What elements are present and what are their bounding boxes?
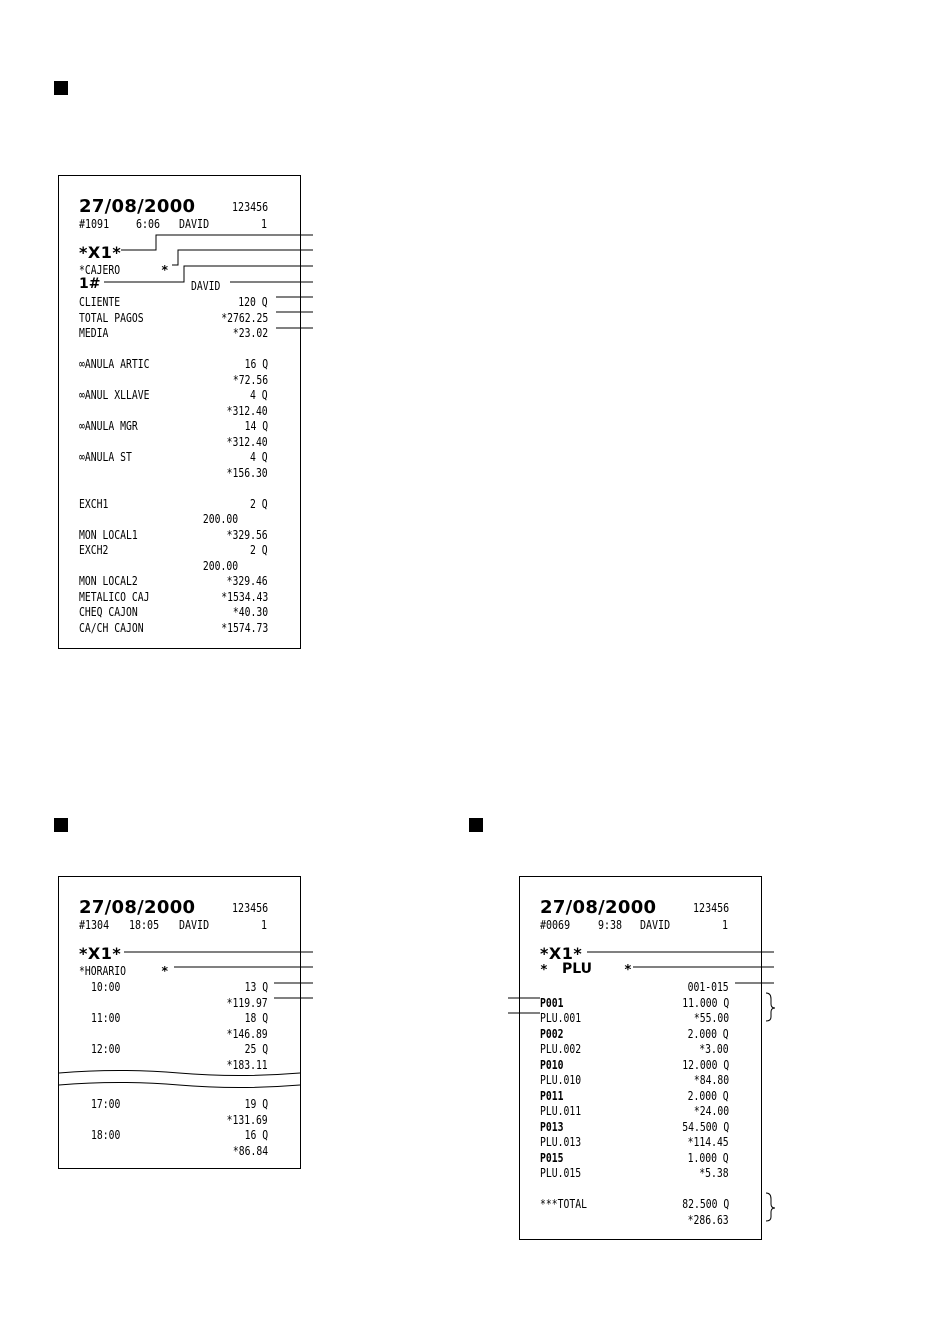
hour-amount: *131.69 bbox=[226, 1111, 268, 1127]
receipt-time: 6:06 bbox=[136, 216, 161, 231]
exch-label: EXCH2 bbox=[79, 542, 109, 557]
receipt-line bbox=[79, 1026, 268, 1042]
report-title: *X1* bbox=[540, 944, 583, 963]
receipt-line bbox=[540, 1041, 729, 1057]
receipt-line bbox=[540, 995, 729, 1011]
hour-count: 19 Q bbox=[244, 1096, 268, 1111]
receipt-line bbox=[79, 604, 268, 620]
receipt-line bbox=[540, 1150, 729, 1166]
receipt-line bbox=[79, 573, 268, 589]
receipt-line bbox=[79, 496, 268, 512]
clerk-name: DAVID bbox=[179, 917, 210, 932]
exch-label: MON LOCAL1 bbox=[79, 526, 138, 542]
cajero-star: * bbox=[161, 262, 169, 277]
plu-code: P015 bbox=[540, 1149, 564, 1165]
plu-name: PLU.010 bbox=[540, 1072, 582, 1087]
receipt-line bbox=[540, 1134, 729, 1150]
hour-count: 13 Q bbox=[244, 979, 268, 994]
plu-star-right: * bbox=[624, 963, 632, 978]
receipt-date: 27/08/2000 bbox=[540, 897, 657, 918]
exch-label: CA/CH CAJON bbox=[79, 619, 144, 635]
hour-label: 11:00 bbox=[91, 1010, 121, 1025]
void-amount: *312.40 bbox=[226, 433, 268, 449]
void-count: 14 Q bbox=[244, 418, 268, 433]
plu-name: PLU.002 bbox=[540, 1041, 582, 1056]
clerk-name: DAVID bbox=[179, 216, 210, 231]
plu-amount: *5.38 bbox=[699, 1165, 729, 1180]
paper-tear bbox=[59, 1067, 300, 1091]
plu-code: P001 bbox=[540, 994, 564, 1010]
receipt-line bbox=[79, 995, 268, 1011]
horario-star: * bbox=[161, 963, 169, 978]
receipt-line bbox=[540, 1088, 729, 1104]
plu-name: PLU.001 bbox=[540, 1010, 582, 1025]
plu-qty: 54.500 Q bbox=[682, 1118, 729, 1134]
receipt-line bbox=[540, 1057, 729, 1073]
consecutive-number: #0069 bbox=[540, 917, 571, 932]
plu-amount: *3.00 bbox=[699, 1041, 729, 1056]
plu-range: 001-015 bbox=[687, 979, 729, 994]
receipt-line bbox=[79, 449, 268, 465]
receipt-number: 123456 bbox=[231, 199, 268, 214]
receipt-line bbox=[79, 465, 268, 481]
plu-qty: 2.000 Q bbox=[687, 1087, 729, 1103]
receipt-line bbox=[79, 1041, 268, 1057]
plu-qty: 2.000 Q bbox=[687, 1025, 729, 1041]
exch-label: METALICO CAJ bbox=[79, 588, 150, 604]
plu-qty: 11.000 Q bbox=[682, 994, 729, 1010]
receipt-line bbox=[79, 620, 268, 636]
hour-count: 18 Q bbox=[244, 1010, 268, 1025]
report-title: *X1* bbox=[79, 243, 122, 262]
receipt-line bbox=[79, 310, 268, 326]
void-label: ∞ANULA MGR bbox=[79, 418, 138, 433]
void-label: ∞ANULA ST bbox=[79, 449, 132, 464]
plu-code: P011 bbox=[540, 1087, 564, 1103]
plu-qty: 12.000 Q bbox=[682, 1056, 729, 1072]
void-label: ∞ANULA ARTIC bbox=[79, 356, 150, 371]
receipt-number: 123456 bbox=[692, 900, 729, 915]
clerk-name: DAVID bbox=[640, 917, 671, 932]
plu-code: P002 bbox=[540, 1025, 564, 1041]
machine-number: 1 bbox=[261, 917, 268, 932]
exch-value: *329.56 bbox=[226, 526, 268, 542]
receipt-line bbox=[79, 387, 268, 403]
receipt-line bbox=[79, 356, 268, 372]
total-qty: 82.500 Q bbox=[682, 1196, 729, 1211]
row-label: CLIENTE bbox=[79, 294, 121, 309]
receipt-horario bbox=[58, 876, 301, 1169]
receipt-line bbox=[540, 1119, 729, 1135]
exch-value: 200.00 bbox=[202, 511, 238, 526]
hour-label: 12:00 bbox=[91, 1041, 121, 1056]
cajero-label: *CAJERO bbox=[79, 262, 121, 277]
receipt-line bbox=[540, 1026, 729, 1042]
receipt-line bbox=[79, 979, 268, 995]
exch-label: MON LOCAL2 bbox=[79, 573, 138, 588]
consecutive-number: #1091 bbox=[79, 216, 110, 231]
receipt-plu bbox=[519, 876, 762, 1240]
exch-value: 2 Q bbox=[250, 495, 268, 511]
section-marker-3 bbox=[469, 818, 483, 832]
total-amount: *286.63 bbox=[687, 1211, 729, 1227]
receipt-line bbox=[540, 1072, 729, 1088]
receipt-line bbox=[79, 1127, 268, 1143]
machine-number: 1 bbox=[261, 216, 268, 231]
plu-star-left: * bbox=[540, 963, 548, 978]
receipt-time: 18:05 bbox=[129, 917, 160, 932]
receipt-line bbox=[79, 542, 268, 558]
plu-amount: *114.45 bbox=[687, 1134, 729, 1149]
row-label: MEDIA bbox=[79, 325, 109, 340]
exch-value: *1574.73 bbox=[221, 619, 268, 635]
receipt-line bbox=[79, 511, 268, 527]
receipt-line bbox=[79, 589, 268, 605]
total-label: ***TOTAL bbox=[540, 1196, 587, 1211]
hour-amount: *86.84 bbox=[232, 1142, 268, 1158]
row-value: 120 Q bbox=[238, 294, 268, 309]
section-marker-1 bbox=[54, 81, 68, 95]
hour-label: 17:00 bbox=[91, 1096, 121, 1111]
exch-value: *1534.43 bbox=[221, 588, 268, 604]
plu-amount: *84.80 bbox=[693, 1072, 729, 1087]
exch-value: 200.00 bbox=[202, 557, 238, 573]
receipt-line bbox=[540, 1103, 729, 1119]
receipt-line bbox=[79, 418, 268, 434]
plu-label: PLU bbox=[562, 961, 593, 977]
hour-label: 18:00 bbox=[91, 1127, 121, 1142]
clerk-code: 1# bbox=[79, 276, 101, 292]
void-count: 4 Q bbox=[250, 387, 268, 402]
receipt-line bbox=[79, 1112, 268, 1128]
plu-code: P013 bbox=[540, 1118, 564, 1134]
machine-number: 1 bbox=[722, 917, 729, 932]
hour-amount: *146.89 bbox=[226, 1025, 268, 1041]
plu-name: PLU.015 bbox=[540, 1165, 582, 1180]
void-count: 16 Q bbox=[244, 356, 268, 371]
receipt-line bbox=[540, 1010, 729, 1026]
plu-name: PLU.013 bbox=[540, 1134, 582, 1149]
exch-value: *329.46 bbox=[226, 573, 268, 588]
receipt-date: 27/08/2000 bbox=[79, 897, 196, 918]
plu-amount: *55.00 bbox=[693, 1010, 729, 1025]
plu-code: P010 bbox=[540, 1056, 564, 1072]
receipt-cajero bbox=[58, 175, 301, 649]
horario-label: *HORARIO bbox=[79, 963, 126, 978]
report-title: *X1* bbox=[79, 944, 122, 963]
receipt-number: 123456 bbox=[231, 900, 268, 915]
section-marker-2 bbox=[54, 818, 68, 832]
plu-name: PLU.011 bbox=[540, 1103, 582, 1118]
receipt-line bbox=[79, 434, 268, 450]
plu-qty: 1.000 Q bbox=[687, 1149, 729, 1165]
void-amount: *156.30 bbox=[226, 464, 268, 480]
hour-amount: *183.11 bbox=[226, 1056, 268, 1072]
exch-label: EXCH1 bbox=[79, 495, 109, 511]
receipt-line bbox=[79, 1143, 268, 1159]
row-label: TOTAL PAGOS bbox=[79, 309, 144, 325]
receipt-time: 9:38 bbox=[598, 917, 623, 932]
hour-count: 16 Q bbox=[244, 1127, 268, 1142]
consecutive-number: #1304 bbox=[79, 917, 110, 932]
exch-value: *40.30 bbox=[232, 604, 268, 619]
receipt-line bbox=[79, 1096, 268, 1112]
receipt-line bbox=[79, 1010, 268, 1026]
receipt-line bbox=[79, 558, 268, 574]
plu-amount: *24.00 bbox=[693, 1103, 729, 1118]
receipt-line bbox=[79, 325, 268, 341]
row-value: *23.02 bbox=[232, 325, 268, 340]
receipt-line bbox=[79, 527, 268, 543]
receipt-line bbox=[79, 294, 268, 310]
receipt-line bbox=[79, 372, 268, 388]
exch-value: 2 Q bbox=[250, 542, 268, 557]
void-amount: *312.40 bbox=[226, 402, 268, 418]
hour-label: 10:00 bbox=[91, 979, 121, 994]
hour-count: 25 Q bbox=[244, 1041, 268, 1056]
clerk-name-line: DAVID bbox=[191, 278, 221, 293]
void-label: ∞ANUL XLLAVE bbox=[79, 387, 150, 402]
void-count: 4 Q bbox=[250, 449, 268, 464]
receipt-line bbox=[540, 1165, 729, 1181]
void-amount: *72.56 bbox=[232, 371, 268, 387]
receipt-date: 27/08/2000 bbox=[79, 196, 196, 217]
hour-amount: *119.97 bbox=[226, 994, 268, 1010]
receipt-line bbox=[79, 403, 268, 419]
row-value: *2762.25 bbox=[221, 309, 268, 325]
exch-label: CHEQ CAJON bbox=[79, 604, 138, 619]
